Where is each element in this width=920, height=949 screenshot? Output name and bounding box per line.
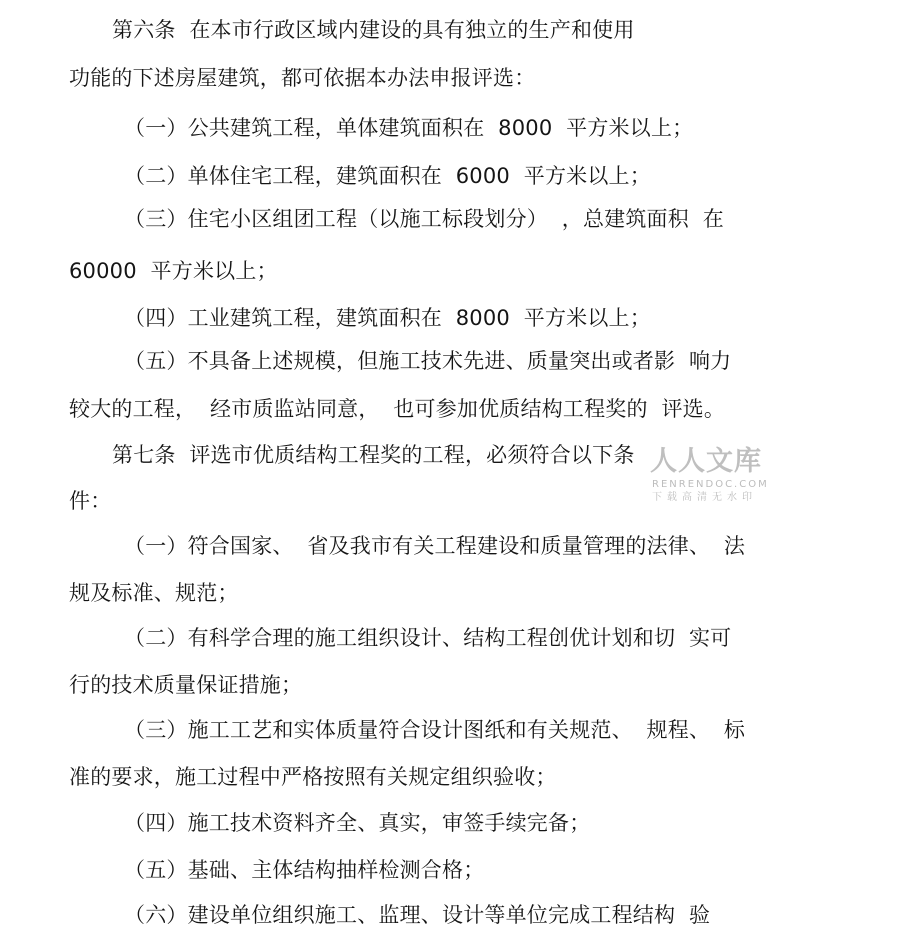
article-7-heading-continued: 件： xyxy=(69,489,112,513)
article-7-item-3-continued: 准的要求，施工过程中严格按照有关规定组织验收； xyxy=(69,765,557,789)
article-6-heading: 第六条 在本市行政区域内建设的具有独立的生产和使用 xyxy=(112,18,635,42)
renrendoc-watermark xyxy=(648,446,773,506)
article-7-item-6: （六）建设单位组织施工、监理、设计等单位完成工程结构 验 xyxy=(124,903,711,927)
watermark-title: 人人文库 xyxy=(650,446,762,477)
article-6-item-5-continued: 较大的工程， 经市质监站同意， 也可参加优质结构工程奖的 评选。 xyxy=(69,397,726,421)
article-7-item-5: （五）基础、主体结构抽样检测合格； xyxy=(124,858,485,882)
watermark-tagline: 下载高清无水印 xyxy=(652,492,757,503)
article-7-item-2: （二）有科学合理的施工组织设计、结构工程创优计划和切 实可 xyxy=(124,626,732,650)
watermark-domain: RENRENDOC.COM xyxy=(652,479,769,490)
article-7-item-1-continued: 规及标准、规范； xyxy=(69,581,239,605)
article-7-item-4: （四）施工技术资料齐全、真实，审签手续完备； xyxy=(124,811,591,835)
article-6-item-4: （四）工业建筑工程，建筑面积在 8000 平方米以上； xyxy=(124,306,651,330)
article-7-item-1: （一）符合国家、 省及我市有关工程建设和质量管理的法律、 法 xyxy=(124,534,746,558)
article-6-heading-continued: 功能的下述房屋建筑，都可依据本办法申报评选： xyxy=(69,66,536,90)
article-7-heading: 第七条 评选市优质结构工程奖的工程，必须符合以下条 xyxy=(112,443,635,467)
article-7-item-2-continued: 行的技术质量保证措施； xyxy=(69,673,303,697)
article-6-item-1: （一）公共建筑工程，单体建筑面积在 8000 平方米以上； xyxy=(124,116,694,140)
article-7-item-3: （三）施工工艺和实体质量符合设计图纸和有关规范、 规程、 标 xyxy=(124,718,746,742)
article-6-item-3-continued: 60000 平方米以上； xyxy=(69,259,278,283)
article-6-item-3: （三）住宅小区组团工程（以施工标段划分） ，总建筑面积 在 xyxy=(124,207,724,231)
article-6-item-2: （二）单体住宅工程，建筑面积在 6000 平方米以上； xyxy=(124,164,651,188)
article-6-item-5: （五）不具备上述规模，但施工技术先进、质量突出或者影 响力 xyxy=(124,349,732,373)
